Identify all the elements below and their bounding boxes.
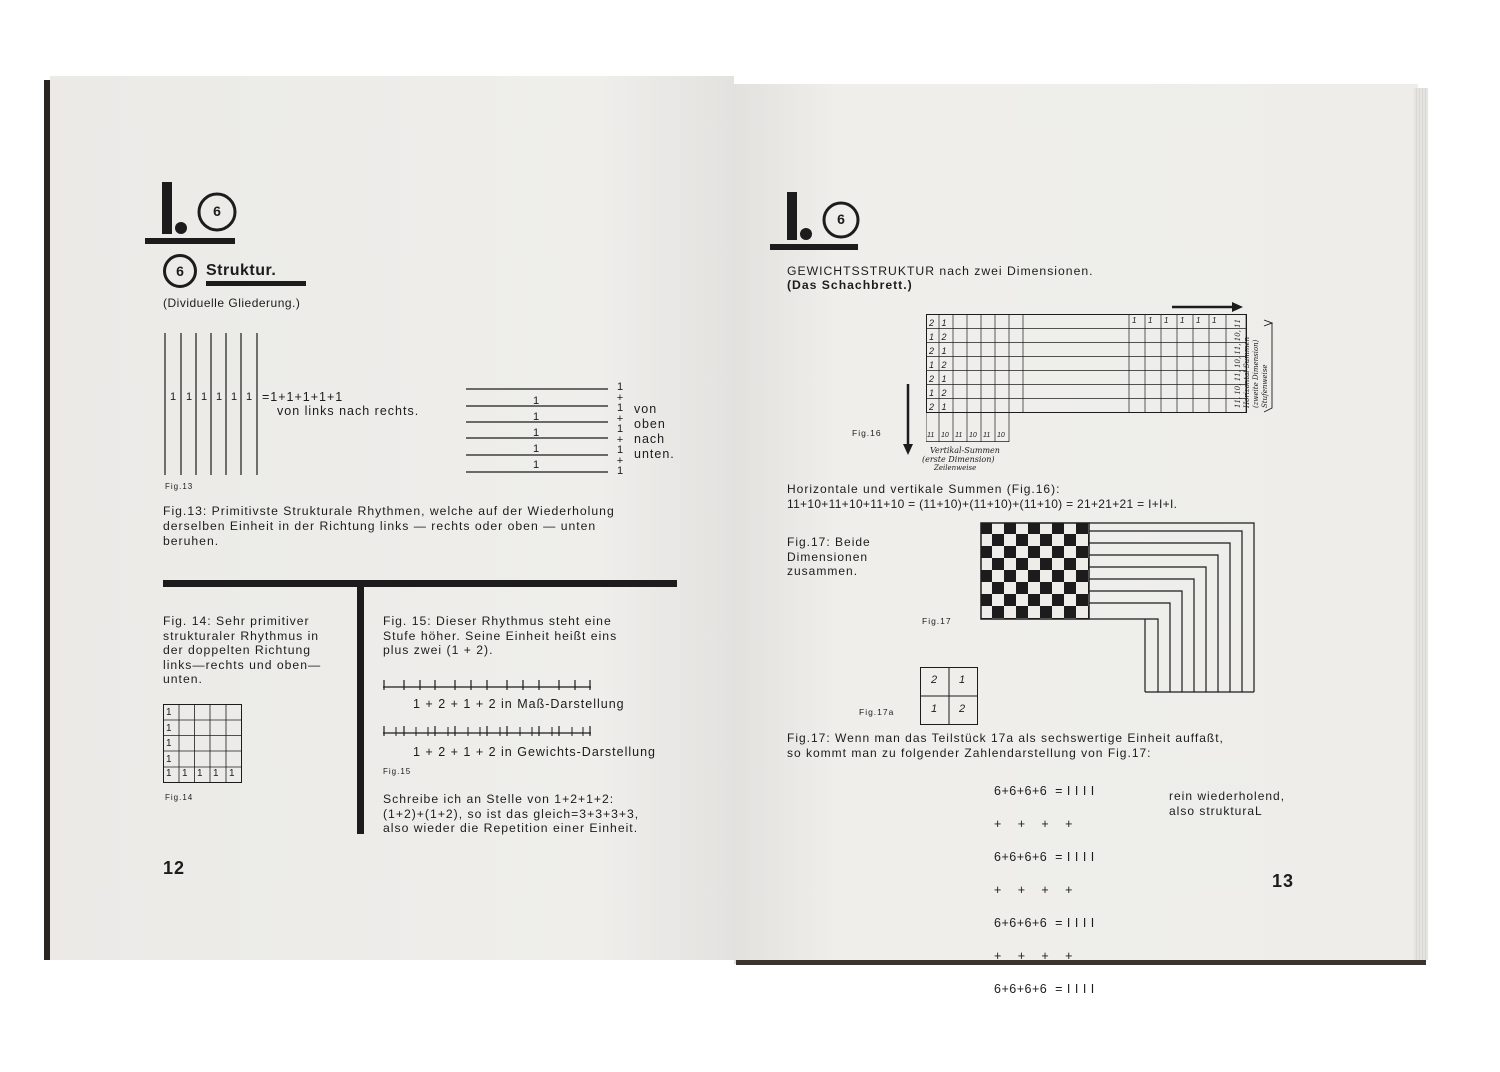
fig17-note: rein wiederholend, also strukturaL [1169, 789, 1286, 818]
right-heading-subtitle: (Das Schachbrett.) [787, 278, 913, 292]
fig17a-cell-4: 2 [959, 703, 966, 715]
right-logo [770, 190, 865, 254]
fig14-label: Fig.14 [165, 793, 194, 802]
fig16-arrow-right [1172, 300, 1244, 312]
fig13-equation: =1+1+1+1+1 [262, 390, 344, 404]
fig13-stack-2: 1 [533, 411, 541, 423]
right-heading-title: GEWICHTSSTRUKTUR nach zwei Dimensionen. [787, 264, 1094, 278]
fig15-mass-caption: 1 + 2 + 1 + 2 in Maß-Darstellung [413, 697, 625, 711]
fig16-handwritten-bottom: Vertikal-Summen (erste Dimension) Zeilenweise [922, 446, 1000, 472]
heading-title: Struktur. [206, 262, 277, 279]
page-edges-right [1414, 88, 1428, 960]
fig13-stack-3: 1 [533, 427, 541, 439]
fig14-grid-col: 1 1 1 1 [166, 707, 172, 766]
fig15-bottom-text: Schreibe ich an Stelle von 1+2+1+2: (1+2)+(1+2), so ist das gleich=3+3+3+3, also wieder die Repetition einer Einheit. [383, 792, 640, 835]
fig17-text: Fig.17: Wenn man das Teilstück 17a als sechswertige Einheit auffaßt, so kommt man zu folgender Zahlendarstellung von Fig.17: [787, 731, 1224, 760]
fig16-right-notes: 11, 10, 11, 10, 11, 10, 11 Horizontal-Summen (zweite Dimension) Stufenweise [1234, 318, 1269, 408]
fig13-one-2: 1 [186, 391, 194, 403]
fig17-checkerboard [980, 522, 1260, 694]
fig13-one-1: 1 [170, 391, 178, 403]
fig16-equation: 11+10+11+10+11+10 = (11+10)+(11+10)+(11+10) = 21+21+21 = I+I+I. [787, 497, 1178, 511]
fig17a-label: Fig.17a [859, 707, 895, 717]
fig15-label: Fig.15 [383, 767, 412, 776]
right-logo-numeral: 6 [837, 211, 845, 227]
fig16-arrow-down [902, 384, 914, 456]
fig13-direction: von oben nach unten. [634, 402, 675, 461]
fig15-text: Fig. 15: Dieser Rhythmus steht eine Stufe höher. Seine Einheit heißt eins plus zwei (1 + 2). [383, 614, 618, 657]
fig13-label: Fig.13 [165, 482, 194, 491]
fig17a-grid [920, 667, 980, 727]
fig17-label: Fig.17 [922, 616, 952, 626]
fig14-text: Fig. 14: Sehr primitiver strukturaler Rhythmus in der doppelten Richtung links—rechts und oben— unten. [163, 614, 322, 686]
fig13-stack-5: 1 [533, 459, 541, 471]
fig13-description: Fig.13: Primitivste Strukturale Rhythmen, welche auf der Wiederholung derselben Einheit in der Richtung links — rechts oder oben — unten beruhen. [163, 504, 615, 548]
left-logo-numeral: 6 [213, 203, 221, 219]
fig13-stack-4: 1 [533, 443, 541, 455]
fig17-number-rows: 6+6+6+6 = I I I I + + + + 6+6+6+6 = I I I I + + + + 6+6+6+6 = I I I I + + + + 6+6+6+6 = I I I I [994, 784, 1095, 996]
page-number-right: 13 [1272, 871, 1295, 891]
fig17-caption: Fig.17: Beide Dimensionen zusammen. [787, 535, 871, 578]
fig16-grid [926, 314, 1286, 446]
heading-circle: 6 [163, 254, 197, 288]
fig15-mass-ruler [383, 678, 593, 692]
fig16-label: Fig.16 [852, 428, 882, 438]
page-number-left: 12 [163, 858, 186, 878]
fig13-caption-line: von links nach rechts. [277, 404, 420, 418]
fig13-one-5: 1 [231, 391, 239, 403]
heading-underline [206, 281, 306, 286]
fig17a-cell-1: 2 [931, 674, 938, 686]
fig13-stack-1: 1 [533, 395, 541, 407]
vertical-divider [357, 580, 364, 834]
fig13-one-4: 1 [216, 391, 224, 403]
fig13-plus-column: 1 + 1 + 1 + 1 + 1 [616, 381, 624, 477]
fig13-one-6: 1 [246, 391, 254, 403]
fig16-left-cells: 2 1 1 2 2 1 1 2 2 1 1 2 2 1 [929, 318, 947, 412]
fig17a-cell-2: 1 [959, 674, 966, 686]
fig16-sum-line: Horizontale und vertikale Summen (Fig.16): [787, 482, 1061, 496]
fig15-weight-ruler [383, 724, 593, 738]
fig17a-cell-3: 1 [931, 703, 938, 715]
fig13-one-3: 1 [201, 391, 209, 403]
fig15-weight-caption: 1 + 2 + 1 + 2 in Gewichts-Darstellung [413, 745, 657, 759]
horizontal-divider [163, 580, 677, 587]
heading-subtitle: (Dividuelle Gliederung.) [163, 296, 301, 310]
